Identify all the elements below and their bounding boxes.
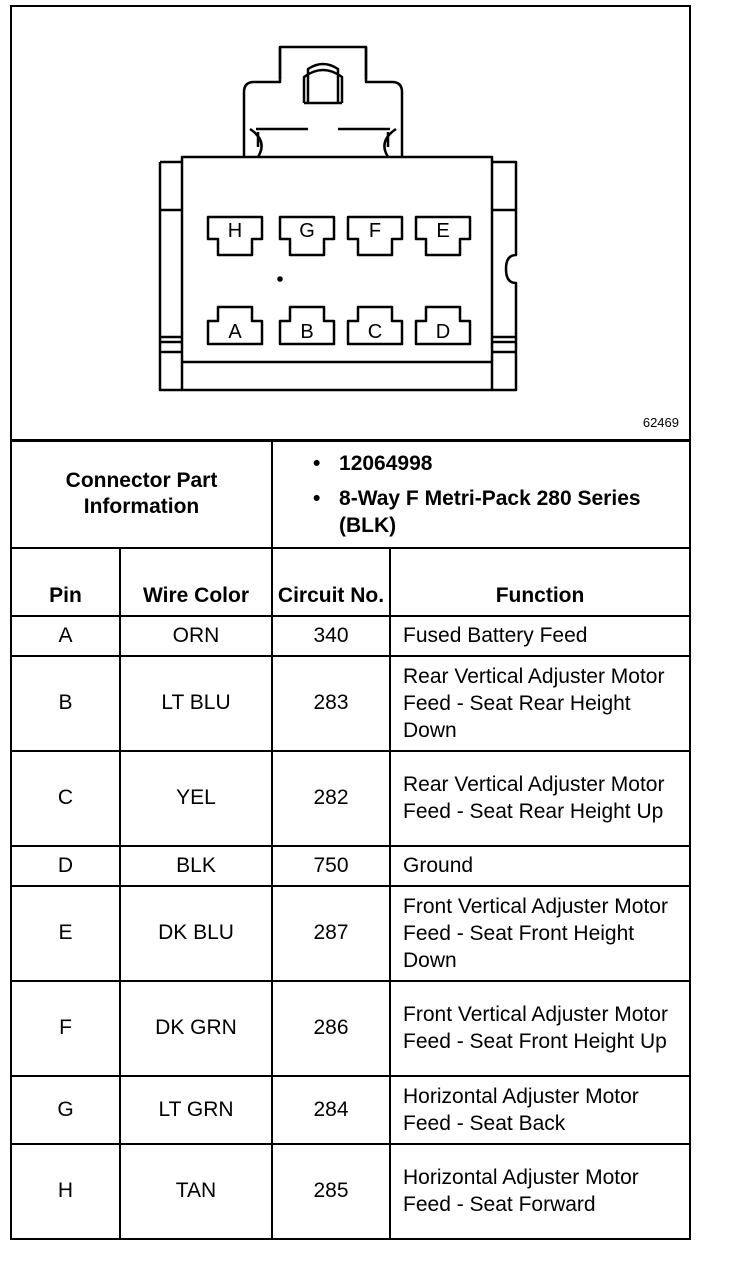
table-row xyxy=(12,1144,689,1238)
figure-number: 62469 xyxy=(642,415,679,430)
wire-color-cell: LT BLU xyxy=(120,656,272,751)
pin-cell: E xyxy=(12,886,120,981)
table-row xyxy=(12,1076,689,1144)
table-row xyxy=(12,656,689,751)
pin-cell: C xyxy=(12,751,120,846)
wire-color-cell: DK GRN xyxy=(120,981,272,1076)
pin-label-d: D xyxy=(435,321,451,343)
table-row xyxy=(12,886,689,981)
pin-cell: A xyxy=(12,616,120,656)
pin-cell: H xyxy=(12,1144,120,1238)
connector-part-info-label xyxy=(12,441,272,548)
pin-label-h: H xyxy=(227,220,243,242)
pin-label-c: C xyxy=(367,321,383,343)
circuit-cell: 287 xyxy=(272,886,390,981)
circuit-cell: 284 xyxy=(272,1076,390,1144)
wire-color-cell: DK BLU xyxy=(120,886,272,981)
wire-color-cell: LT GRN xyxy=(120,1076,272,1144)
pin-label-g: G xyxy=(299,220,315,242)
pin-label-b: B xyxy=(300,321,314,343)
function-cell: Fused Battery Feed xyxy=(390,616,689,656)
circuit-cell: 285 xyxy=(272,1144,390,1238)
circuit-cell: 283 xyxy=(272,656,390,751)
connector-part-info xyxy=(272,441,689,548)
circuit-cell: 340 xyxy=(272,616,390,656)
part-description: • 8-Way F Metri-Pack 280 Series (BLK) xyxy=(313,485,689,539)
header-circuit: Circuit No. xyxy=(272,548,390,616)
header-pin: Pin xyxy=(12,548,120,616)
pinout-table xyxy=(12,439,689,1238)
pin-cell: F xyxy=(12,981,120,1076)
wire-color-cell: TAN xyxy=(120,1144,272,1238)
part-info-label-text: Connector Part Information xyxy=(65,469,218,519)
header-function: Function xyxy=(390,548,689,616)
table-row xyxy=(12,751,689,846)
table-header-row xyxy=(12,548,689,616)
part-number: • 12064998 xyxy=(313,450,689,477)
pinout-sheet xyxy=(10,5,691,1240)
pin-label-a: A xyxy=(228,321,242,343)
pin-label-f: F xyxy=(368,220,382,242)
pin-cell: D xyxy=(12,846,120,886)
pin-cell: G xyxy=(12,1076,120,1144)
wire-color-cell: YEL xyxy=(120,751,272,846)
circuit-cell: 750 xyxy=(272,846,390,886)
table-row xyxy=(12,981,689,1076)
function-cell: Rear Vertical Adjuster Motor Feed - Seat Rear Height Down xyxy=(390,656,689,751)
function-cell: Horizontal Adjuster Motor Feed - Seat Forward xyxy=(390,1144,689,1238)
function-cell: Ground xyxy=(390,846,689,886)
function-cell: Horizontal Adjuster Motor Feed - Seat Back xyxy=(390,1076,689,1144)
connector-face-drawing xyxy=(12,7,689,439)
pin-cell: B xyxy=(12,656,120,751)
function-cell: Rear Vertical Adjuster Motor Feed - Seat Rear Height Up xyxy=(390,751,689,846)
header-wire-color: Wire Color xyxy=(120,548,272,616)
table-row xyxy=(12,846,689,886)
function-cell: Front Vertical Adjuster Motor Feed - Seat Front Height Up xyxy=(390,981,689,1076)
connector-diagram xyxy=(12,7,689,439)
circuit-cell: 286 xyxy=(272,981,390,1076)
wire-color-cell: ORN xyxy=(120,616,272,656)
circuit-cell: 282 xyxy=(272,751,390,846)
table-row xyxy=(12,616,689,656)
function-cell: Front Vertical Adjuster Motor Feed - Seat Front Height Down xyxy=(390,886,689,981)
pin-label-e: E xyxy=(436,220,450,242)
wire-color-cell: BLK xyxy=(120,846,272,886)
